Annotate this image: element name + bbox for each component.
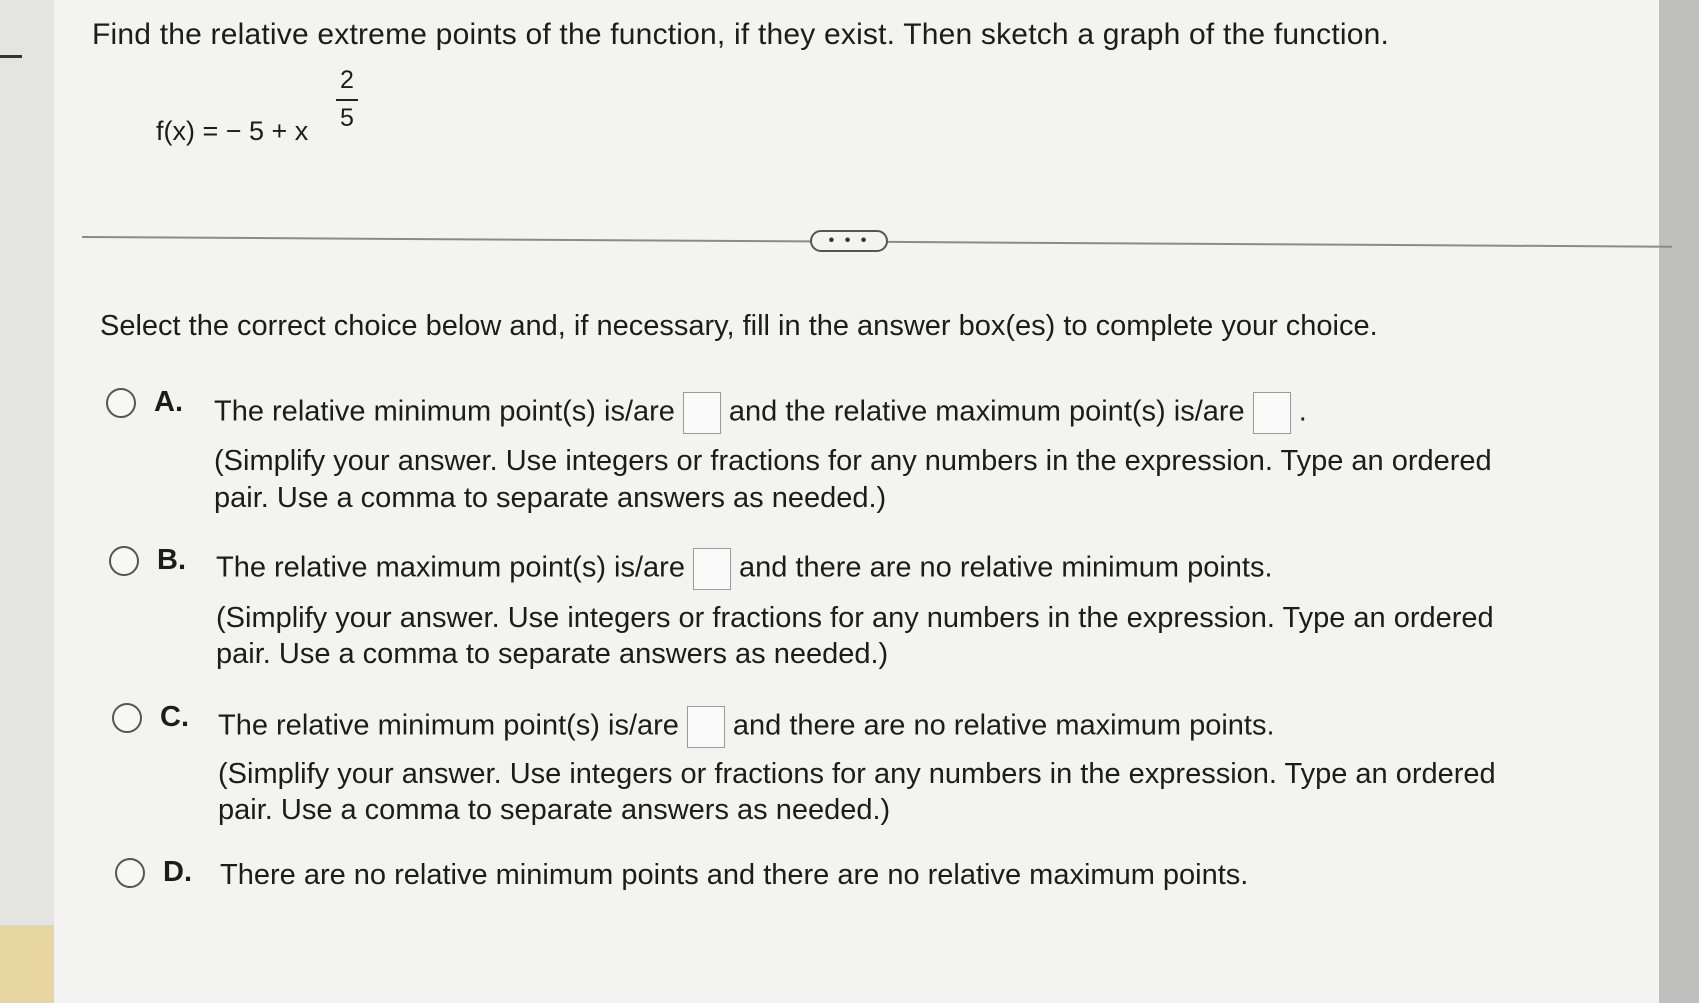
expand-more-button[interactable]: • • • xyxy=(810,230,888,252)
choice-b-letter: B. xyxy=(157,544,186,576)
choice-a-min-answer-box[interactable] xyxy=(683,392,721,434)
formula-exponent xyxy=(334,66,360,132)
fraction-bar xyxy=(336,99,358,101)
choice-d-letter: D. xyxy=(163,856,192,888)
choice-b-line1 xyxy=(216,548,1273,590)
exponent-numerator: 2 xyxy=(340,66,354,94)
choice-b-radio[interactable] xyxy=(109,546,139,576)
choice-a-hint-line1: (Simplify your answer. Use integers or fractions for any numbers in the expression. Type an ordered xyxy=(214,445,1492,477)
choice-a-text-before: The relative minimum point(s) is/are xyxy=(214,395,675,428)
choice-a-line1 xyxy=(214,392,1307,434)
choice-b-text-after: and there are no relative minimum points. xyxy=(738,551,1273,584)
choice-a-text-middle: and the relative maximum point(s) is/are xyxy=(728,395,1245,428)
choice-a-max-answer-box[interactable] xyxy=(1253,392,1291,434)
choice-c-hint-line1: (Simplify your answer. Use integers or fractions for any numbers in the expression. Type an ordered xyxy=(218,758,1496,790)
formula-base: f(x) = − 5 + x xyxy=(156,116,309,146)
function-formula xyxy=(156,116,308,147)
right-edge xyxy=(1659,0,1699,1003)
exponent-denominator: 5 xyxy=(340,104,354,132)
choice-a-radio[interactable] xyxy=(106,388,136,418)
choice-c-line1 xyxy=(218,706,1275,748)
choice-c-radio[interactable] xyxy=(112,703,142,733)
instruction-text: Select the correct choice below and, if necessary, fill in the answer box(es) to complete your choice. xyxy=(100,310,1378,342)
choice-a-hint-line2: pair. Use a comma to separate answers as needed.) xyxy=(214,482,887,514)
choice-d-radio[interactable] xyxy=(115,858,145,888)
question-title: Find the relative extreme points of the function, if they exist. Then sketch a graph of the function. xyxy=(92,18,1390,51)
choice-b-hint-line2: pair. Use a comma to separate answers as needed.) xyxy=(216,638,889,670)
choice-b-hint-line1: (Simplify your answer. Use integers or fractions for any numbers in the expression. Type an ordered xyxy=(216,602,1494,634)
choice-c-text-before: The relative minimum point(s) is/are xyxy=(218,709,679,742)
choice-c-letter: C. xyxy=(160,701,189,733)
choice-d-text: There are no relative minimum points and there are no relative maximum points. xyxy=(220,859,1249,891)
choice-a-letter: A. xyxy=(154,386,183,418)
choice-a-text-end: . xyxy=(1298,395,1307,428)
left-strip xyxy=(0,0,55,1003)
choice-c-text-after: and there are no relative maximum points. xyxy=(732,709,1275,742)
choice-c-hint-line2: pair. Use a comma to separate answers as needed.) xyxy=(218,794,891,826)
choice-b-max-answer-box[interactable] xyxy=(693,548,731,590)
choice-c-min-answer-box[interactable] xyxy=(687,706,725,748)
left-tick-mark xyxy=(0,55,22,58)
choice-b-text-before: The relative maximum point(s) is/are xyxy=(216,551,685,584)
